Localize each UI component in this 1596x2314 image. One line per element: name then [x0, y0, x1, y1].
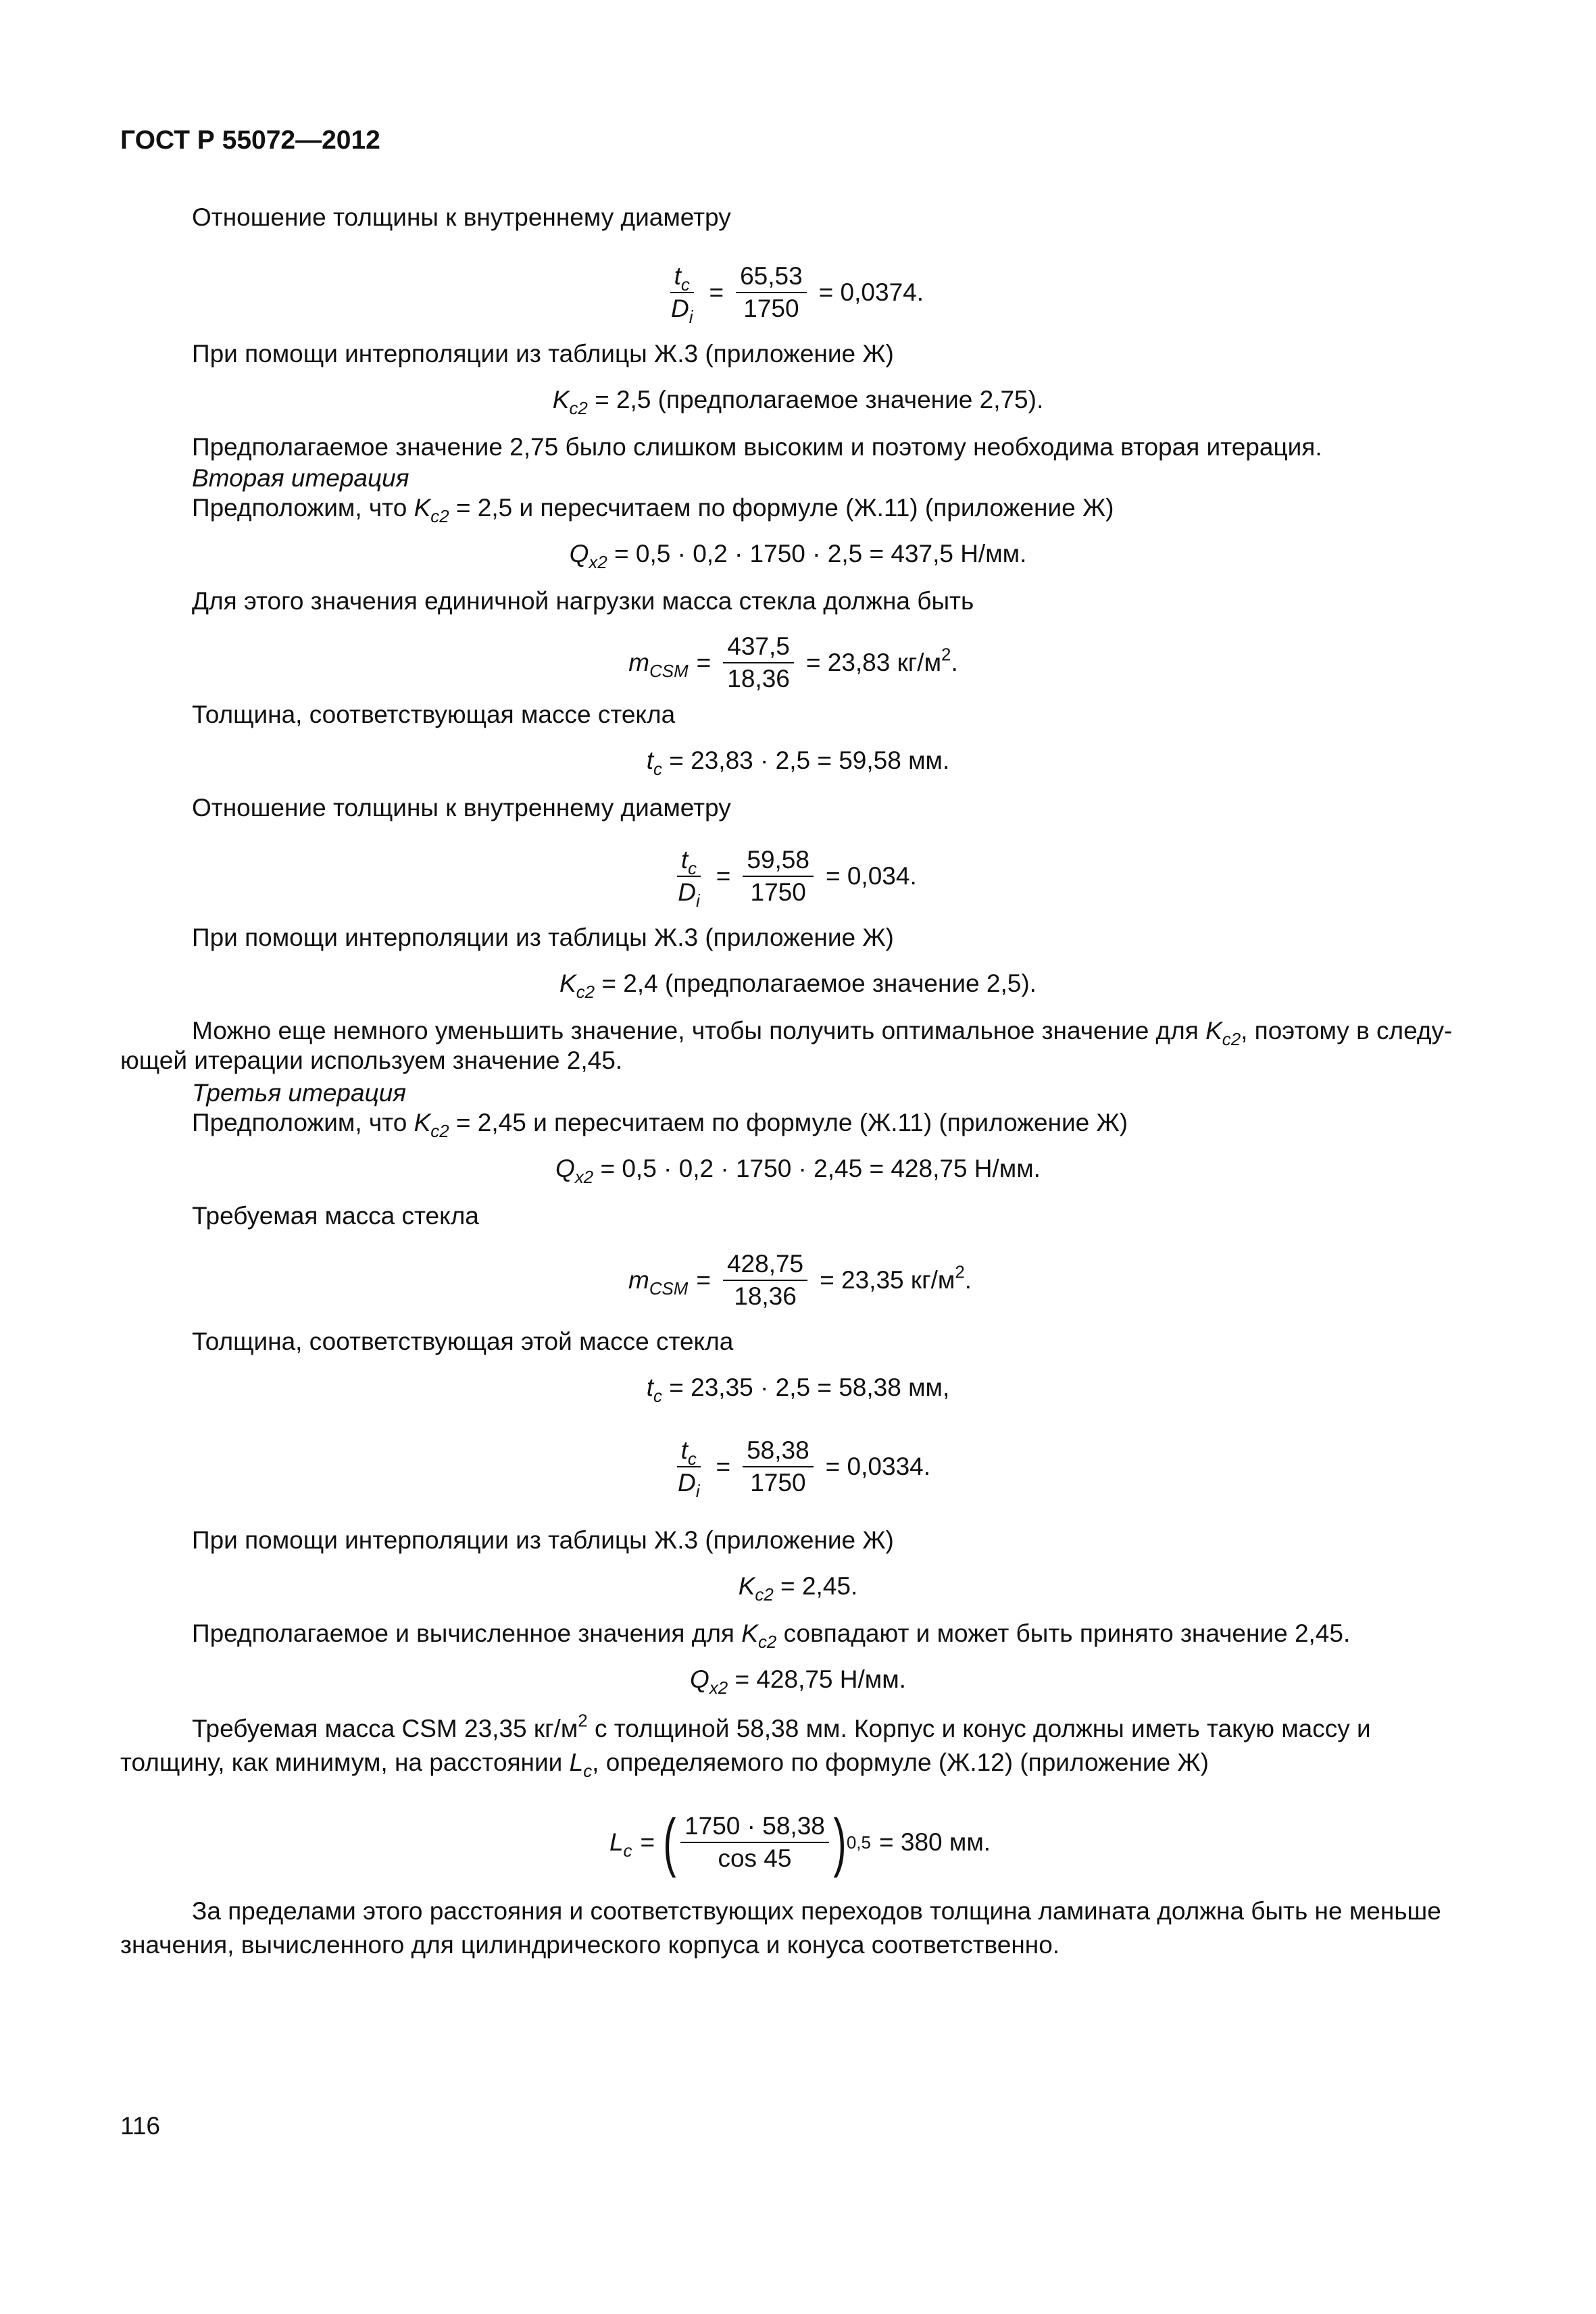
paragraph-text: Предположим, что $K_{c2} = 2,45$ и пересчитаем по формуле (Ж.11) (приложение Ж) — [192, 1109, 1128, 1142]
fraction-values — [680, 1812, 829, 1873]
equals-sign: = — [716, 1453, 731, 1480]
formula-result: = 0,0334. — [825, 1453, 931, 1480]
paragraph-text: За пределами этого расстояния и соответствующих переходов толщина ламината должна быть не меньше значения, вычисленного для цилиндрического корпуса и конуса соответственно. — [120, 1897, 1441, 1959]
fraction-values — [723, 1250, 807, 1311]
fraction-values — [743, 846, 814, 907]
equals-sign: = — [709, 278, 724, 306]
formula-thickness-ratio-3 — [608, 1430, 1000, 1504]
fraction-numerator: $t_c$ — [677, 1436, 701, 1467]
fraction-denominator: cos 45 — [718, 1844, 792, 1872]
paragraph-text: Предполагаемое и вычисленное значения для $K_{c2}$ совпадают и может быть принято значение 2,45. — [192, 1619, 1351, 1653]
paragraph-text: Толщина, соответствующая массе стекла — [192, 701, 676, 728]
fraction-denominator: 1750 — [750, 878, 806, 906]
fraction-denominator: 1750 — [750, 1469, 806, 1496]
formula-qx2-1: $Q_{x2} = 0,5 \cdot 0,2 \cdot 1750 \cdot 2,5 = 437,5$ Н/мм. — [569, 540, 1027, 573]
fraction-values — [743, 1436, 814, 1497]
fraction-denominator: 18,36 — [727, 665, 790, 693]
fraction-numerator: 65,53 — [736, 262, 807, 293]
formula-result: = 380 мм. — [878, 1828, 991, 1856]
fraction-numerator: $t_c$ — [670, 262, 694, 293]
formula-symbol: $m_{CSM}$ — [628, 1266, 689, 1299]
paragraph-text: Можно еще немного уменьшить значение, чтобы получить оптимальное значение для $K_{c2}$, поэтому в следу-ющей итерации используем значение 2,45. — [120, 1017, 1453, 1074]
paragraph-text: При помощи интерполяции из таблицы Ж.3 (приложение Ж) — [192, 340, 894, 368]
fraction-numerator: 1750 · 58,38 — [680, 1812, 829, 1843]
equals-sign: = — [696, 1266, 711, 1294]
fraction-numerator: 428,75 — [723, 1250, 807, 1281]
formula-qx2-final: $Q_{x2} = 428,75$ Н/мм. — [690, 1665, 906, 1699]
formula-kc2-final: $K_{c2} = 2,45$. — [738, 1572, 858, 1605]
formula-mass-1 — [595, 626, 1000, 700]
formula-symbol: $L_c$ — [609, 1828, 632, 1861]
formula-qx2-2: $Q_{x2} = 0,5 \cdot 0,2 \cdot 1750 \cdot 2,45 = 428,75$ Н/мм. — [555, 1155, 1041, 1188]
paragraph-text: Требуемая масса стекла — [192, 1202, 479, 1230]
paragraph-text: Для этого значения единичной нагрузки масса стекла должна быть — [192, 587, 974, 615]
formula-kc2-estimate-1: $K_{c2} = 2,5$ (предполагаемое значение 2,75). — [552, 386, 1044, 419]
fraction-denominator: $D_i$ — [670, 295, 693, 328]
fraction-numerator: 437,5 — [723, 632, 794, 663]
document-header: ГОСТ Р 55072—2012 — [120, 126, 380, 155]
fraction-values — [723, 632, 794, 693]
left-parenthesis: ( — [663, 1806, 676, 1878]
equals-sign: = — [696, 649, 712, 676]
fraction-tc-di — [674, 1436, 704, 1502]
equals-sign: = — [640, 1828, 655, 1856]
paragraph-text: При помощи интерполяции из таблицы Ж.3 (приложение Ж) — [192, 924, 894, 951]
paragraph-text: Предположим, что $K_{c2} = 2,5$ и пересчитаем по формуле (Ж.11) (приложение Ж) — [192, 494, 1114, 527]
formula-symbol: $m_{CSM}$ — [628, 649, 689, 682]
fraction-tc-di — [674, 846, 704, 911]
formula-thickness-ratio-2 — [608, 839, 987, 913]
formula-result: = 23,83 $кг/м^2$. — [805, 645, 958, 676]
paragraph-text: Отношение толщины к внутреннему диаметру — [192, 203, 731, 231]
formula-length-lc: $L_c$ = ( $\frac{1750 \cdot 58,38}{\cos 45}$ ) 0,5 = 380 мм. — [609, 1806, 991, 1878]
paragraph-text: Отношение толщины к внутреннему диаметру — [192, 794, 731, 822]
section-heading-third-iteration: Третья итерация — [192, 1079, 407, 1107]
section-heading-second-iteration: Вторая итерация — [192, 464, 409, 492]
formula-result: = 0,034. — [825, 862, 917, 890]
fraction-numerator: 58,38 — [743, 1436, 814, 1467]
right-parenthesis: ) — [833, 1806, 847, 1878]
fraction-denominator: 18,36 — [734, 1282, 797, 1310]
fraction-numerator: 59,58 — [743, 846, 814, 877]
formula-kc2-estimate-2: $K_{c2} = 2,4$ (предполагаемое значение 2,5). — [559, 970, 1037, 1003]
formula-result: = 0,0374. — [818, 278, 924, 306]
page-number: 116 — [120, 2112, 160, 2140]
fraction-tc-di — [667, 262, 697, 328]
fraction-numerator: $t_c$ — [677, 846, 701, 877]
fraction-values — [736, 262, 807, 323]
formula-thickness-1: $t_c = 23,83 \cdot 2,5 = 59,58$ мм. — [646, 747, 950, 780]
paragraph-text: Предполагаемое значение 2,75 было слишком высоким и поэтому необходима вторая итерация. — [192, 433, 1322, 461]
paragraph-text: При помощи интерполяции из таблицы Ж.3 (приложение Ж) — [192, 1526, 894, 1554]
fraction-denominator: 1750 — [743, 295, 799, 322]
formula-thickness-2: $t_c = 23,35 \cdot 2,5 = 58,38$ мм, — [646, 1374, 950, 1407]
fraction-denominator: $D_i$ — [677, 1469, 700, 1502]
formula-mass-2 — [595, 1243, 1014, 1317]
equals-sign: = — [716, 862, 731, 890]
paragraph-text: Требуемая масса CSM 23,35 $кг/м^2$ с толщиной 58,38 мм. Корпус и конус должны иметь такую массу и толщину, как минимум, на расстоянии $L_c$, определяемого по формуле (Ж.12) (приложение Ж) — [120, 1711, 1371, 1782]
formula-thickness-ratio-1 — [608, 255, 987, 330]
paragraph-text: Толщина, соответствующая этой массе стекла — [192, 1328, 734, 1355]
formula-result: = 23,35 $кг/м^2$. — [820, 1263, 972, 1294]
fraction-denominator: $D_i$ — [678, 878, 700, 911]
